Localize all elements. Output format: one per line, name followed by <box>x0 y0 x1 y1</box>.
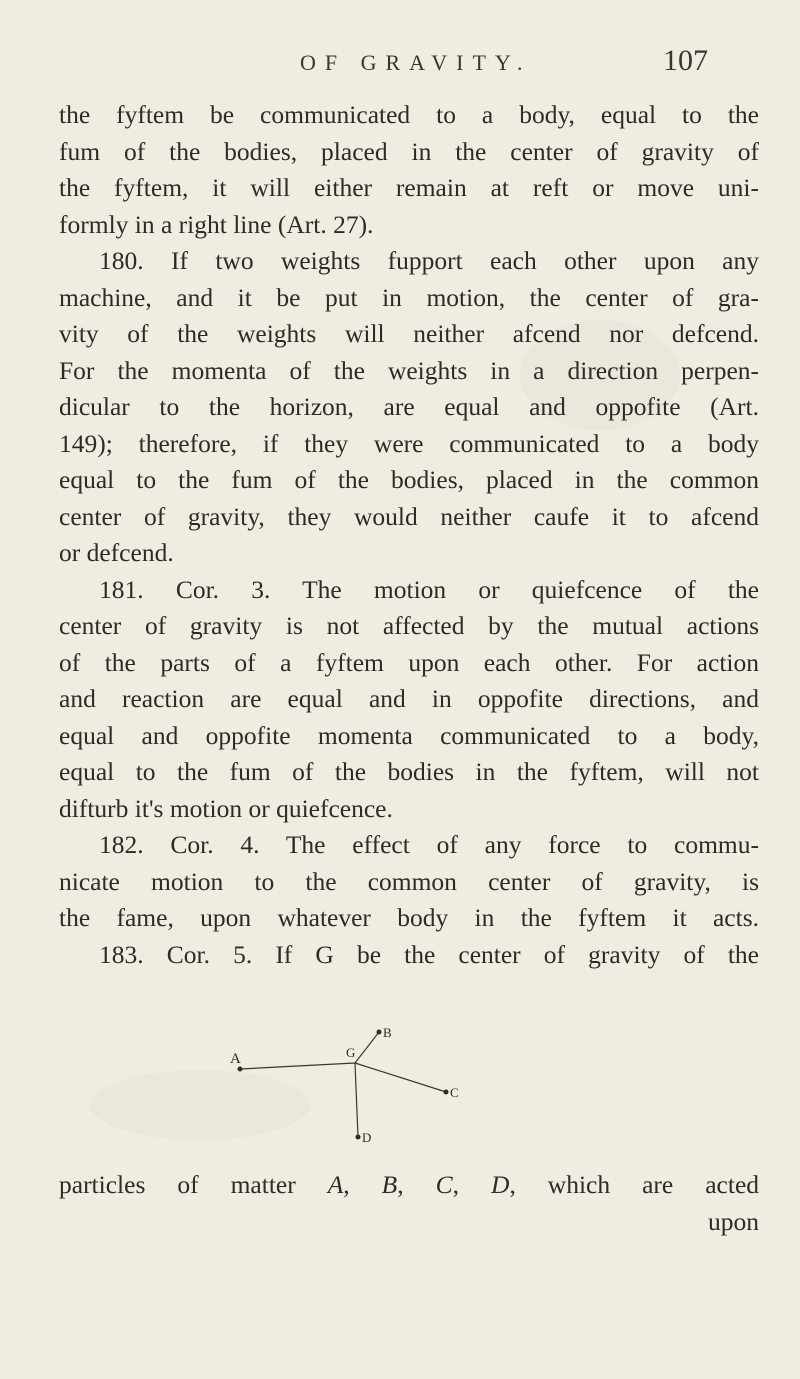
gravity-diagram <box>230 1025 560 1155</box>
text-line: center of gravity is not affected by the mutual actions <box>59 611 759 640</box>
running-head: OF GRAVITY. <box>300 50 532 75</box>
label-d: D <box>362 1130 372 1145</box>
point-a <box>238 1067 243 1072</box>
caption-continuation: upon <box>708 1206 759 1236</box>
line-g-c <box>355 1063 446 1092</box>
caption <box>59 1167 759 1240</box>
text-line: equal to the fum of the bodies, placed in the common <box>59 465 759 494</box>
text-line: or defcend. <box>59 538 174 567</box>
text-line: 149); therefore, if they were communicated to a body <box>59 428 759 458</box>
text-line: equal to the fum of the bodies in the fyftem, will not <box>59 757 759 786</box>
caption-sep: , <box>343 1170 382 1199</box>
caption-prefix: particles of matter <box>59 1170 328 1199</box>
point-b <box>377 1030 382 1035</box>
text-line: fum of the bodies, placed in the center of gravity of <box>59 136 759 166</box>
text-line: and reaction are equal and in oppofite directions, and <box>59 684 759 713</box>
label-c: C <box>450 1085 459 1100</box>
line-a-g <box>240 1063 355 1069</box>
text-line: of the parts of a fyftem upon each other. For action <box>59 647 759 677</box>
label-a: A <box>230 1051 241 1067</box>
text-line: 183. Cor. 5. If G be the center of gravity of the <box>99 939 759 969</box>
text-line: center of gravity, they would neither caufe it to afcend <box>59 501 759 531</box>
point-c <box>444 1090 449 1095</box>
label-g: G <box>346 1045 356 1060</box>
text-line: equal and oppofite momenta communicated to a body, <box>59 720 759 750</box>
line-g-d <box>355 1063 358 1137</box>
text-line: 180. If two weights fupport each other upon any <box>99 246 759 275</box>
text-line: nicate motion to the common center of gravity, is <box>59 866 759 896</box>
text-line: difturb it's motion or quiefcence. <box>59 793 393 823</box>
caption-a: A <box>327 1170 344 1199</box>
text-line: the fyftem be communicated to a body, equal to the <box>59 100 759 129</box>
text-line: 182. Cor. 4. The effect of any force to commu- <box>99 830 759 859</box>
caption-line <box>59 1167 759 1204</box>
text-line: the fyftem, it will either remain at reft or move uni- <box>59 173 759 202</box>
caption-c: C <box>435 1170 453 1199</box>
caption-b: B <box>381 1170 398 1199</box>
text-line: 181. Cor. 3. The motion or quiefcence of the <box>99 574 759 604</box>
caption-sep: , <box>397 1170 436 1199</box>
page-number: 107 <box>663 44 708 77</box>
text-line: formly in a right line (Art. 27). <box>59 209 374 239</box>
body-text <box>59 97 759 973</box>
caption-sep: , <box>452 1170 492 1199</box>
caption-d: D <box>491 1170 510 1199</box>
point-d <box>356 1135 361 1140</box>
text-line: the fame, upon whatever body in the fyftem it acts. <box>59 903 759 932</box>
caption-suffix: , which are acted <box>509 1170 760 1199</box>
line-g-b <box>355 1032 379 1063</box>
text-line: machine, and it be put in motion, the center of gra- <box>59 282 759 312</box>
label-b: B <box>383 1025 392 1040</box>
text-line: dicular to the horizon, are equal and oppofite (Art. <box>59 392 759 421</box>
text-line: vity of the weights will neither afcend nor defcend. <box>59 319 759 348</box>
text-line: For the momenta of the weights in a direction perpen- <box>59 355 759 385</box>
